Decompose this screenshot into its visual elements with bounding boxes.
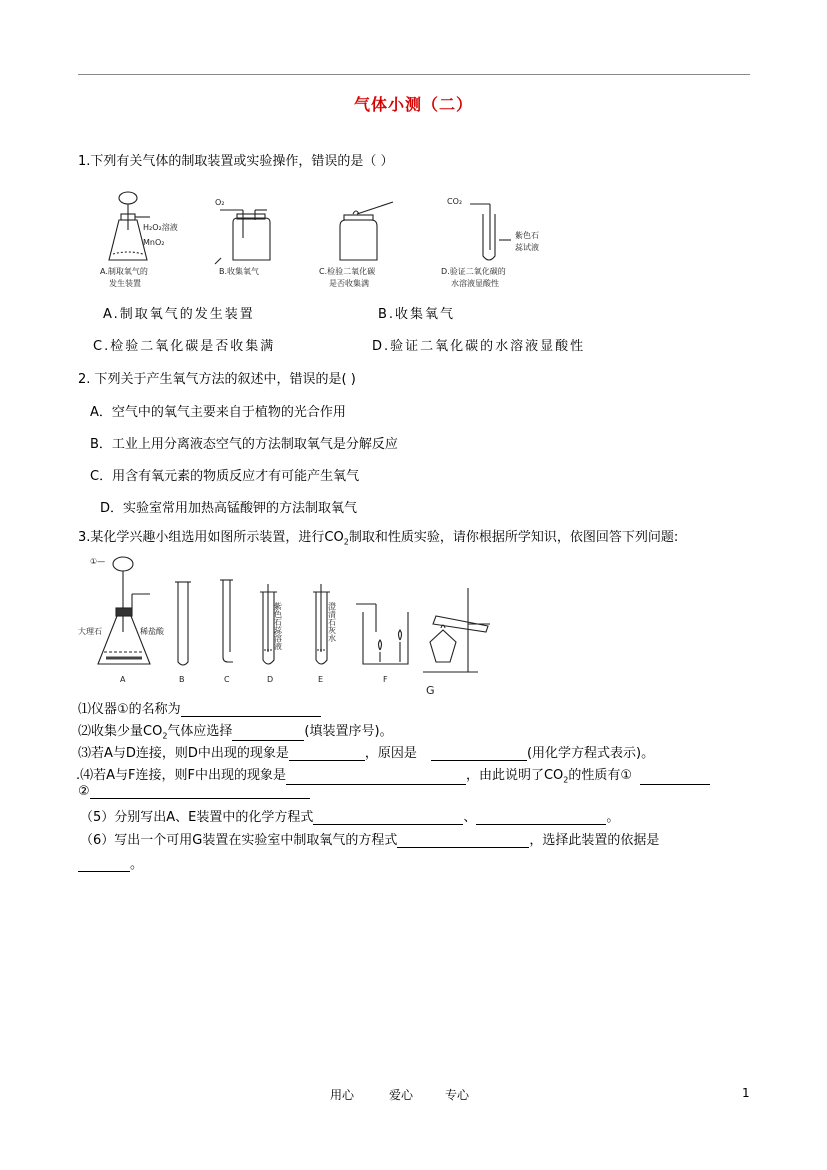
apparatus-f <box>356 604 408 664</box>
page-title: 气体小测（二） <box>353 95 473 114</box>
answer-blank-1[interactable] <box>181 703 321 717</box>
label-instrument-1: ①— <box>90 557 106 566</box>
q3-sub1: ⑴仪器①的名称为 <box>78 698 321 717</box>
q2-option-d: D．实验室常用加热高锰酸钾的方法制取氧气 <box>100 501 358 516</box>
apparatus-c <box>220 580 233 662</box>
label-mno2: MnO₂ <box>143 238 165 247</box>
caption-c-line1: C.检验二氧化碳 <box>319 267 376 276</box>
label-g: G <box>426 684 435 697</box>
answer-blank-5a[interactable] <box>313 811 463 825</box>
label-c: C <box>224 675 230 684</box>
question-3-figure <box>78 552 498 697</box>
answer-blank-3b[interactable] <box>431 747 527 761</box>
q1-option-d: D.验证二氧化碳的水溶液显酸性 <box>372 339 586 354</box>
header-rule <box>78 74 750 75</box>
label-litmus-2: 蕊试液 <box>515 243 539 252</box>
label-d: D <box>267 675 274 684</box>
apparatus-a <box>98 557 150 664</box>
apparatus-b <box>175 582 191 665</box>
answer-blank-5b[interactable] <box>476 811 606 825</box>
q3-sub4: .⑷若A与F连接，则F中出现的现象是 ，由此说明了$CO_2$的性质有① <box>76 764 710 785</box>
q3-sub2: ⑵收集少量$CO_2$气体应选择 (填装置序号)。 <box>78 724 393 741</box>
q3-sub6-line2: 。 <box>78 853 143 872</box>
footer-right: 专心 <box>445 1088 470 1102</box>
apparatus-d <box>470 204 511 260</box>
answer-blank-4a[interactable] <box>286 771 466 785</box>
label-h2o2: H₂O₂溶液 <box>143 223 178 232</box>
label-o2: O₂ <box>215 198 225 207</box>
question-1-stem: 1.下列有关气体的制取装置或实验操作，错误的是（ ） <box>78 154 394 169</box>
answer-blank-2[interactable] <box>232 727 304 741</box>
caption-b: B.收集氧气 <box>219 267 260 276</box>
question-1-figure <box>95 190 555 295</box>
caption-d-line1: D.验证二氧化碳的 <box>441 267 506 276</box>
caption-d-line2: 水溶液显酸性 <box>451 279 499 288</box>
q3-sub3: ⑶若A与D连接，则D中出现的现象是 ，原因是 (用化学方程式表示)。 <box>78 746 655 761</box>
answer-blank-4b[interactable] <box>640 771 710 785</box>
label-marble: 大理石 <box>78 627 102 636</box>
q2-option-c: C．用含有氧元素的物质反应才有可能产生氧气 <box>90 469 360 484</box>
q1-option-b: B.收集氧气 <box>378 307 456 322</box>
q3-sub4-line2: ② <box>78 784 310 799</box>
caption-a-line1: A.制取氧气的 <box>100 267 148 276</box>
q2-option-b: B．工业上用分离液态空气的方法制取氧气是分解反应 <box>90 437 398 452</box>
label-limewater: 澄清石灰水 <box>327 602 337 642</box>
apparatus-g <box>423 588 490 672</box>
apparatus-b <box>215 210 270 264</box>
label-co2: CO₂ <box>447 197 463 206</box>
label-litmus-1: 紫色石 <box>515 231 539 240</box>
q2-option-a: A．空气中的氧气主要来自于植物的光合作用 <box>90 405 346 420</box>
question-3-stem: 3.某化学兴趣小组选用如图所示装置，进行$CO_2$制取和性质实验，请你根据所学知识，依图回答下列问题: <box>78 530 679 547</box>
answer-blank-4c[interactable] <box>90 785 310 799</box>
q1-option-a: A.制取氧气的发生装置 <box>103 307 255 322</box>
caption-a-line2: 发生装置 <box>109 279 141 288</box>
label-litmus-solution: 紫色石蕊溶液 <box>273 602 283 650</box>
page-number: 1 <box>742 1086 750 1100</box>
q1-option-c: C.检验二氧化碳是否收集满 <box>93 339 276 354</box>
answer-blank-6b[interactable] <box>78 858 130 872</box>
label-b: B <box>179 675 185 684</box>
footer-middle: 爱心 <box>389 1088 414 1102</box>
label-hydrochloric-acid: 稀盐酸 <box>140 627 164 636</box>
q3-sub6: （6）写出一个可用G装置在实验室中制取氧气的方程式 ，选择此装置的依据是 <box>80 833 660 848</box>
caption-c-line2: 是否收集满 <box>329 279 369 288</box>
apparatus-c <box>340 202 393 260</box>
label-f: F <box>383 675 388 684</box>
answer-blank-6a[interactable] <box>397 834 529 848</box>
label-a: A <box>120 675 126 684</box>
q3-sub5: （5）分别写出A、E装置中的化学方程式 、 。 <box>80 810 620 825</box>
answer-blank-3a[interactable] <box>289 747 365 761</box>
footer-left: 用心 <box>330 1088 355 1102</box>
label-e: E <box>318 675 324 684</box>
question-2-stem: 2. 下列关于产生氧气方法的叙述中，错误的是( ) <box>78 372 356 387</box>
